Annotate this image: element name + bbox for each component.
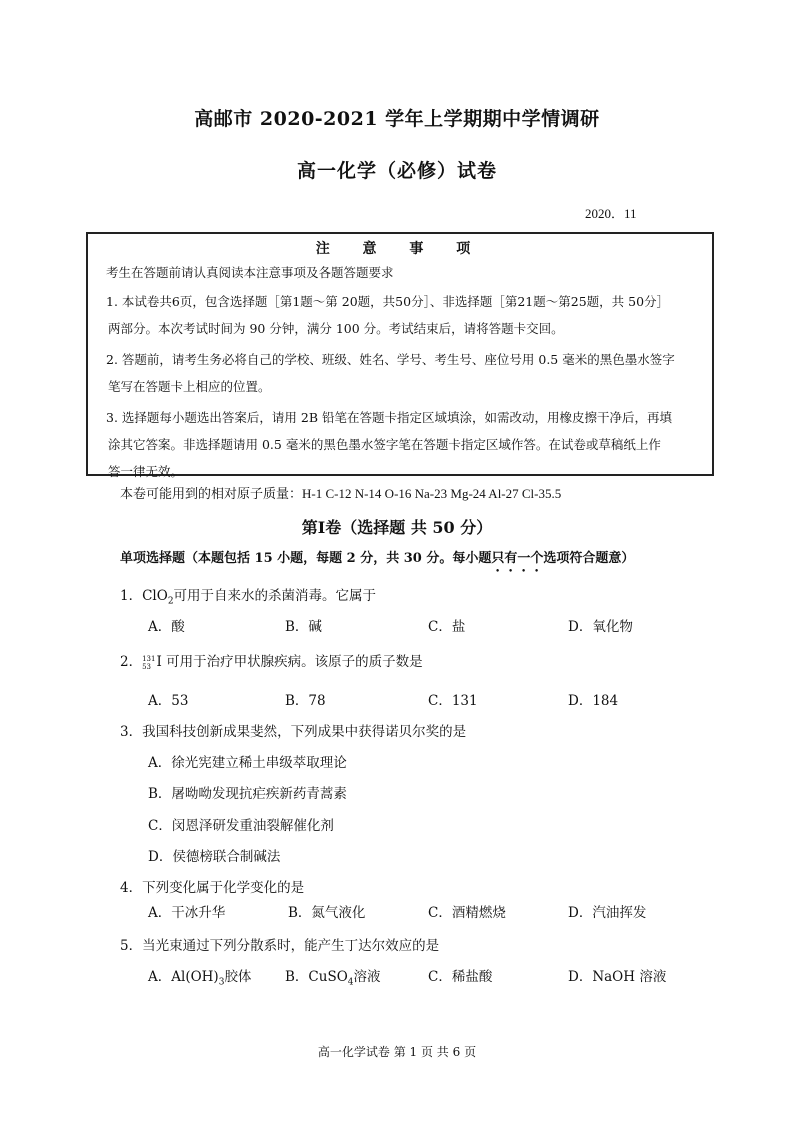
- instruction-text: 单项选择题（本题包括 15 小题，每题 2 分，共 30 分。每小题: [120, 551, 492, 566]
- question-text: I 可用于治疗甲状腺疾病。该原子的质子数是: [156, 654, 423, 670]
- section-instruction: [120, 547, 634, 575]
- exam-date: 2020．11: [585, 206, 637, 221]
- option-b: B．氮气液化: [288, 905, 366, 921]
- formula: ClO: [142, 588, 168, 604]
- isotope-notation: [142, 655, 155, 671]
- notice-item: [88, 346, 712, 400]
- question-number: 5．: [120, 938, 143, 954]
- question-number: 4．: [120, 880, 143, 896]
- option-d: D．184: [568, 693, 619, 709]
- subscript: 2: [167, 596, 174, 607]
- option-b: B．78: [285, 693, 326, 709]
- option-b: B．屠呦呦发现抗疟疾新药青蒿素: [148, 786, 347, 802]
- option-a: [148, 965, 251, 988]
- notice-heading: 注 意 事 项: [315, 241, 485, 257]
- notice-line: 2. 答题前，请考生务必将自己的学校、班级、姓名、学号、考生号、座位号用 0.5 毫米的黑色墨水签字: [106, 352, 675, 367]
- option-text: 胶体: [224, 969, 252, 985]
- option-b: [285, 965, 381, 988]
- notice-line: 3. 选择题每小题选出答案后，请用 2B 铅笔在答题卡指定区域填涂，如需改动，用橡皮擦干净后，再填: [106, 410, 672, 425]
- question-2-stem: [120, 650, 423, 671]
- exam-subtitle: 高一化学（必修）试卷: [296, 160, 497, 182]
- option-text: A．Al(OH): [148, 969, 219, 985]
- question-number: 2．: [120, 654, 143, 670]
- option-a: A．徐光宪建立稀土串级萃取理论: [148, 755, 347, 771]
- question-1-stem: [120, 584, 376, 607]
- option-d: D．氧化物: [568, 619, 633, 635]
- question-text: 当光束通过下列分散系时，能产生丁达尔效应的是: [142, 938, 440, 954]
- notice-line: 涂其它答案。非选择题请用 0.5 毫米的黑色墨水签字笔在答题卡指定区域作答。在试卷或草稿纸上作: [108, 437, 661, 452]
- question-text: 我国科技创新成果斐然，下列成果中获得诺贝尔奖的是: [142, 724, 467, 740]
- option-c: C．131: [428, 693, 478, 709]
- option-d: D．汽油挥发: [568, 905, 647, 921]
- notice-item: [88, 288, 712, 342]
- option-c: C．酒精燃烧: [428, 905, 506, 921]
- notice-line: 1. 本试卷共6页，包含选择题［第1题～第 20题，共50分］、非选择题［第21题～第25题，共 50分］: [106, 294, 670, 309]
- question-4-stem: [120, 876, 304, 896]
- option-a: A．53: [148, 693, 189, 709]
- option-a: A．酸: [148, 619, 185, 635]
- question-3-stem: [120, 720, 466, 740]
- instruction-text: 选项符合题意）: [543, 551, 635, 566]
- question-text: 可用于自来水的杀菌消毒。它属于: [173, 588, 377, 604]
- notice-item: [88, 404, 712, 485]
- option-text: B．CuSO: [285, 969, 348, 985]
- exam-title: 高邮市 2020-2021 学年上学期期中学情调研: [194, 108, 600, 130]
- question-text: 下列变化属于化学变化的是: [142, 880, 305, 896]
- option-d: D．NaOH 溶液: [568, 969, 667, 985]
- notice-line: 笔写在答题卡上相应的位置。: [108, 379, 271, 394]
- option-c: C．盐: [428, 619, 466, 635]
- isotope-mass: 131: [142, 654, 156, 663]
- question-5-stem: [120, 934, 439, 954]
- instruction-emphasis: 只有一个: [491, 551, 544, 566]
- isotope-number: 53: [142, 662, 152, 671]
- notice-box: [86, 232, 714, 479]
- option-text: 溶液: [353, 969, 381, 985]
- notice-line: 两部分。本次考试时间为 90 分钟，满分 100 分。考试结束后，请将答题卡交回。: [108, 321, 564, 336]
- subscript: 4: [347, 977, 354, 988]
- option-a: A．干冰升华: [148, 905, 226, 921]
- question-number: 3．: [120, 724, 143, 740]
- subscript: 3: [218, 977, 225, 988]
- notice-line: 答一律无效。: [108, 464, 184, 479]
- question-number: 1．: [120, 588, 143, 604]
- option-d: D．侯德榜联合制碱法: [148, 849, 281, 865]
- page-footer: 高一化学试卷 第 1 页 共 6 页: [317, 1045, 477, 1059]
- notice-intro: 考生在答题前请认真阅读本注意事项及各题答题要求: [106, 265, 394, 280]
- atomic-masses: 本卷可能用到的相对原子质量：H-1 C-12 N-14 O-16 Na-23 Mg-24 Al-27 Cl-35.5: [120, 486, 562, 501]
- option-b: B．碱: [285, 619, 322, 635]
- part-heading: 第Ⅰ卷（选择题 共 50 分）: [301, 518, 493, 537]
- option-c: C．闵恩泽研发重油裂解催化剂: [148, 818, 334, 834]
- option-c: C．稀盐酸: [428, 969, 493, 985]
